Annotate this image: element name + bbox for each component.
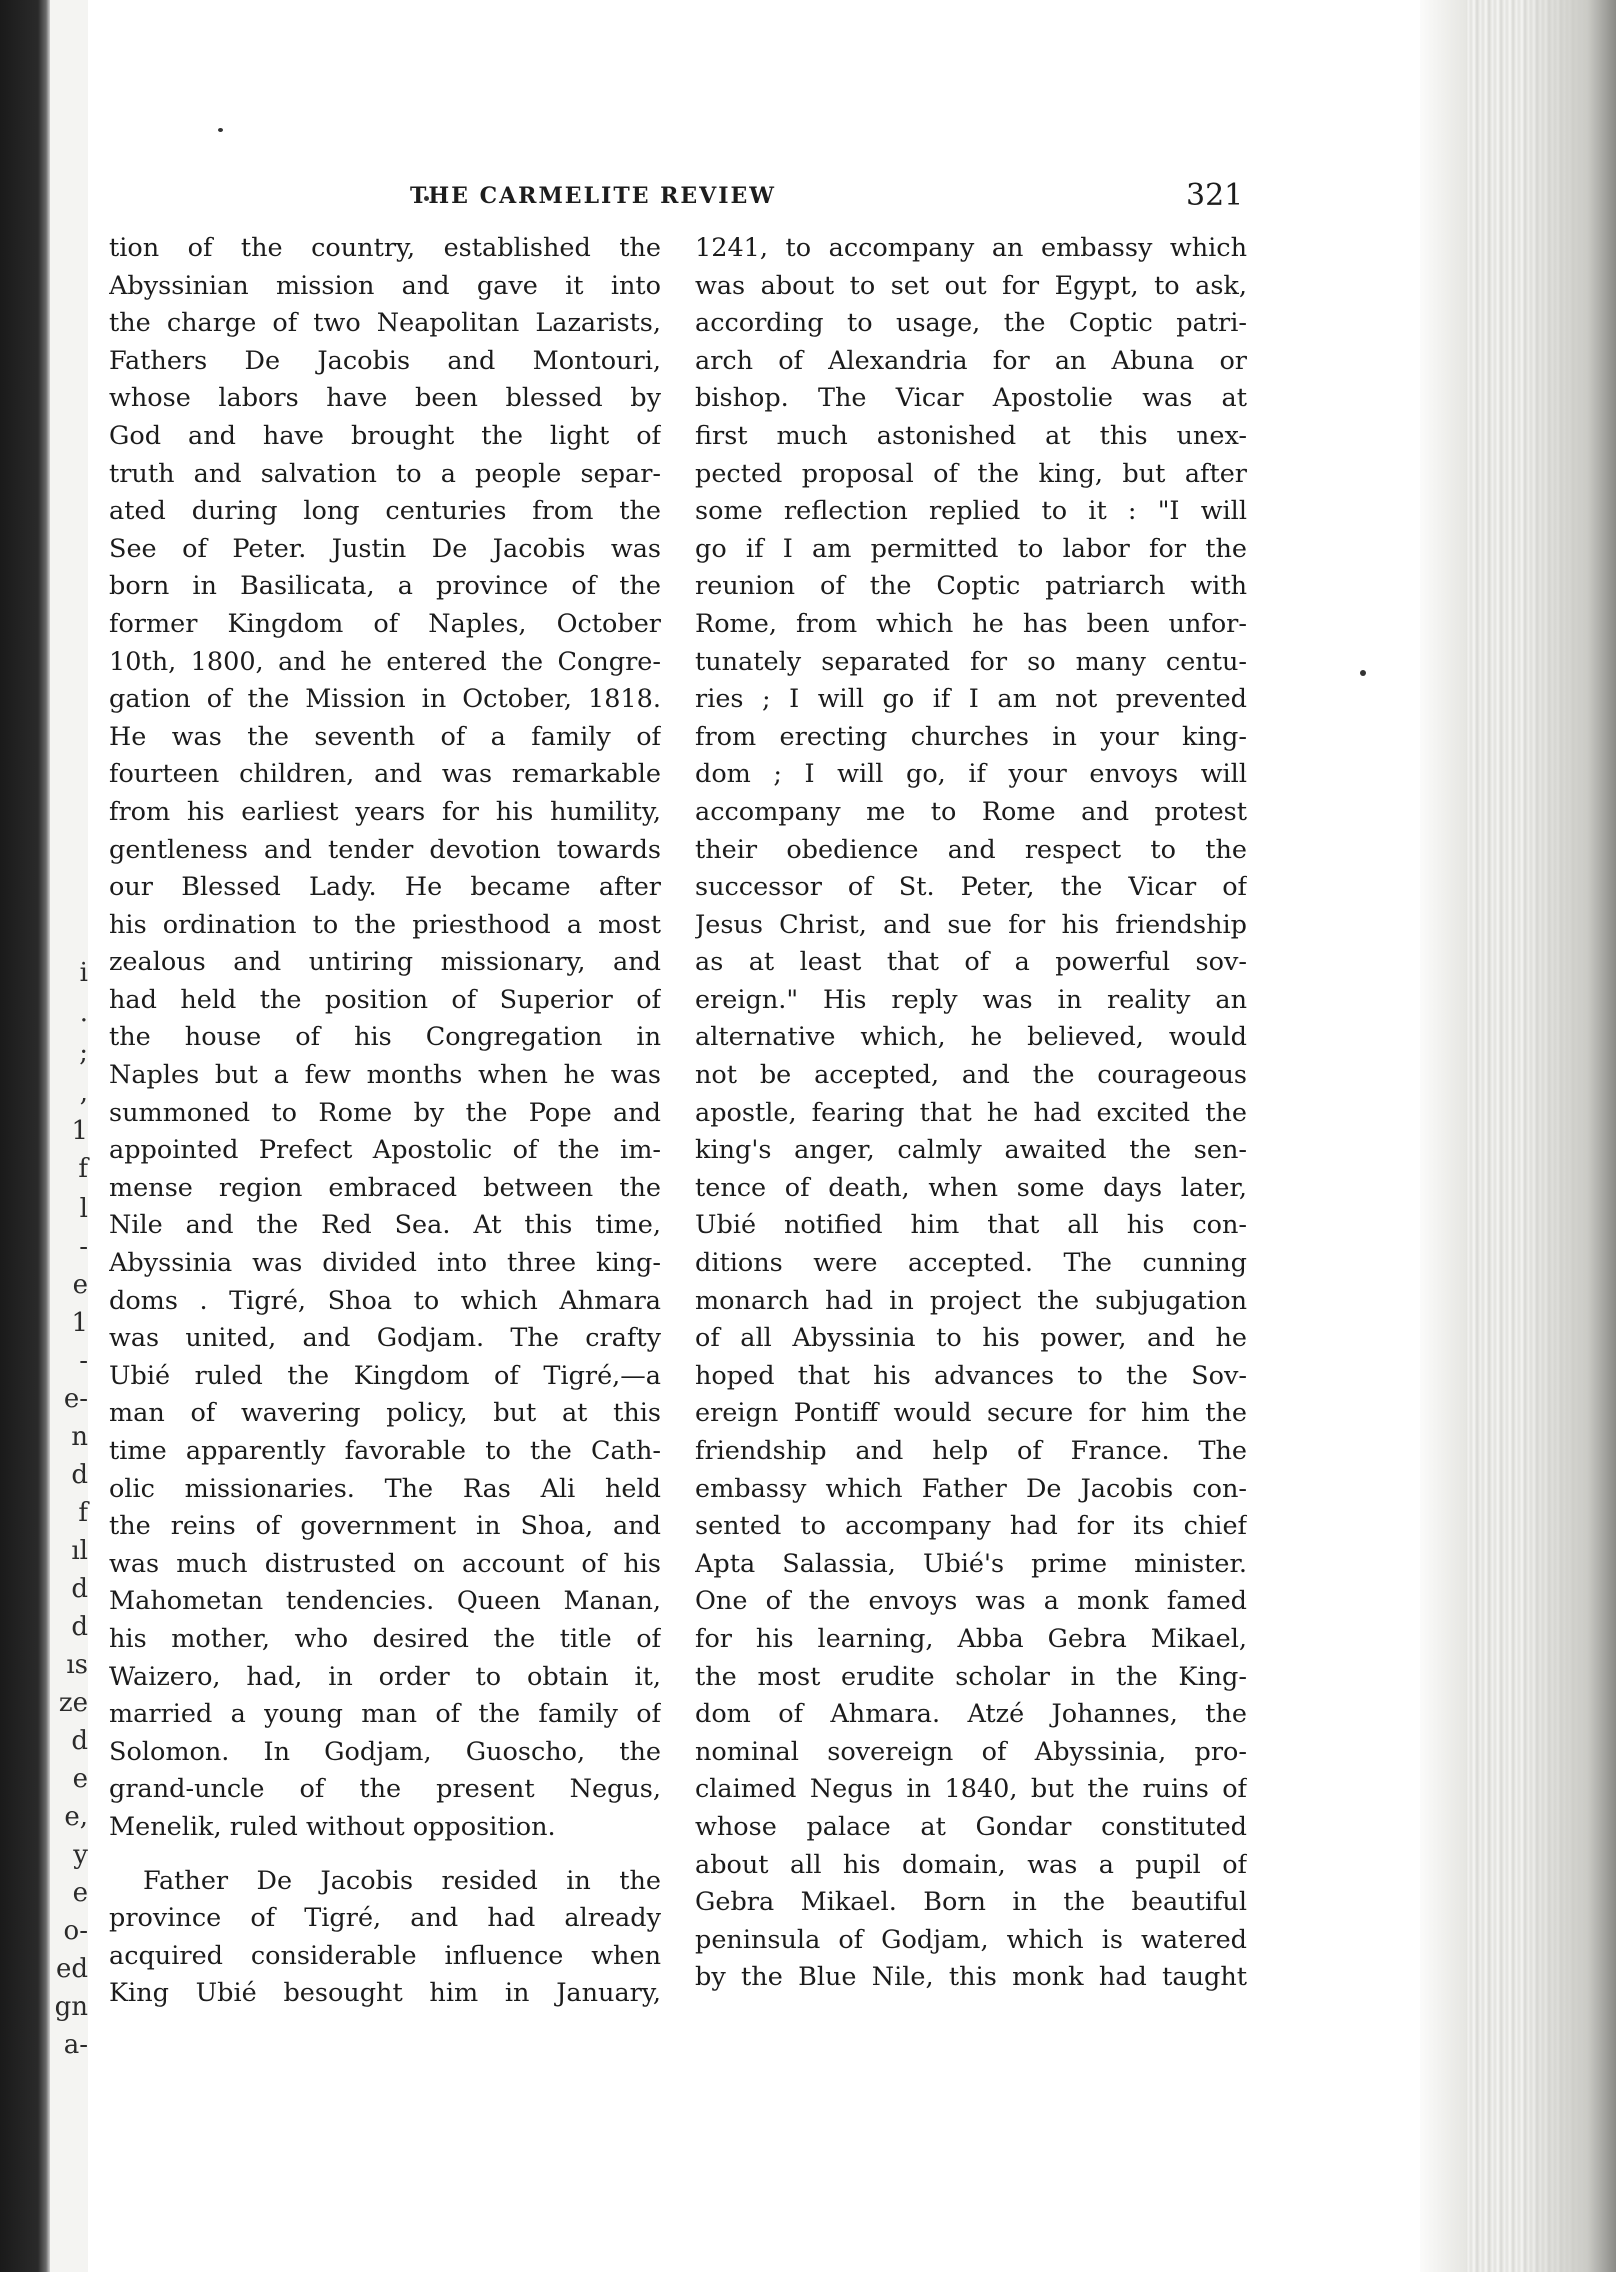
text-line: tion of the country, established the: [109, 233, 661, 263]
page-number: 321: [1186, 178, 1244, 213]
paragraph-gap: [109, 1847, 661, 1863]
text-line: acquired considerable influence when: [109, 1940, 661, 1971]
text-line: Menelik, ruled without opposition.: [109, 1811, 556, 1842]
bleed-char: e: [72, 1764, 88, 1794]
text-line: 10th, 1800, and he entered the Congre-: [109, 646, 661, 677]
right-column: [695, 230, 1247, 1997]
left-column: [109, 230, 661, 2013]
text-line: Fathers De Jacobis and Montouri,: [109, 345, 661, 376]
text-line: time apparently favorable to the Cath-: [109, 1436, 661, 1466]
text-line: king's anger, calmly awaited the sen-: [695, 1135, 1247, 1166]
text-line: apostle, fearing that he had excited the: [695, 1097, 1247, 1128]
text-line: ereign Pontiff would secure for him the: [695, 1398, 1247, 1429]
text-line: had held the position of Superior of: [109, 984, 661, 1015]
text-line: sented to accompany had for its chief: [695, 1511, 1247, 1542]
text-line: summoned to Rome by the Pope and: [109, 1097, 661, 1128]
bleed-char: ,: [79, 1078, 88, 1108]
text-line: ries ; I will go if I am not prevented: [695, 684, 1247, 715]
text-line: about all his domain, was a pupil of: [695, 1849, 1247, 1880]
bleed-char: -: [79, 1346, 88, 1376]
paragraph-1: [109, 230, 661, 1847]
text-line: Father De Jacobis resided in the: [143, 1865, 661, 1896]
text-line: dom of Ahmara. Atzé Johannes, the: [695, 1699, 1247, 1730]
bleed-char: n: [71, 1422, 88, 1452]
text-line: God and have brought the light of: [109, 420, 661, 451]
text-line: Solomon. In Godjam, Guoscho, the: [109, 1736, 661, 1767]
bleed-char: d: [71, 1460, 88, 1490]
text-line: as at least that of a powerful sov-: [695, 947, 1247, 978]
text-line: Rome, from which he has been unfor-: [695, 608, 1247, 639]
bleed-char: d: [71, 1612, 88, 1642]
bleed-char: -: [79, 1232, 88, 1262]
right-edge-shadow: [1520, 0, 1616, 2272]
text-line: peninsula of Godjam, which is watered: [695, 1924, 1247, 1955]
text-line: tunately separated for so many centu-: [695, 646, 1247, 677]
bleed-char: gn: [54, 1992, 88, 2022]
text-line: Abyssinian mission and gave it into: [109, 270, 661, 301]
text-line: our Blessed Lady. He became after: [109, 872, 661, 903]
text-line: Gebra Mikael. Born in the beautiful: [695, 1887, 1247, 1918]
text-line: zealous and untiring missionary, and: [109, 947, 661, 978]
text-line: whose palace at Gondar constituted: [695, 1811, 1247, 1842]
text-line: tence of death, when some days later,: [695, 1172, 1247, 1203]
dust-speck: [218, 128, 223, 132]
bleed-char: e-: [63, 1384, 88, 1414]
text-line: embassy which Father De Jacobis con-: [695, 1473, 1247, 1504]
text-line: bishop. The Vicar Apostolie was at: [695, 383, 1247, 414]
text-line: King Ubié besought him in January,: [109, 1978, 661, 2009]
paragraph-2: [109, 1863, 661, 2013]
text-line: alternative which, he believed, would: [695, 1022, 1247, 1053]
text-line: first much astonished at this unex-: [695, 420, 1247, 451]
text-line: accompany me to Rome and protest: [695, 796, 1247, 827]
text-line: See of Peter. Justin De Jacobis was: [109, 533, 661, 564]
text-line: from erecting churches in your king-: [695, 721, 1247, 752]
text-line: go if I am permitted to labor for the: [695, 533, 1247, 564]
text-line: gentleness and tender devotion towards: [109, 834, 661, 865]
text-line: for his learning, Abba Gebra Mikael,: [695, 1623, 1247, 1654]
text-line: from his earliest years for his humility,: [109, 796, 661, 827]
bleed-char: l: [79, 1194, 88, 1224]
text-line: Ubié notified him that all his con-: [695, 1210, 1247, 1241]
bleed-char: e: [72, 1270, 88, 1300]
page-stack-edge-inner: [1420, 0, 1466, 2272]
bleed-char: ed: [55, 1954, 88, 1984]
text-line: according to usage, the Coptic patri-: [695, 308, 1247, 339]
text-line: mense region embraced between the: [109, 1172, 661, 1203]
text-line: was united, and Godjam. The crafty: [109, 1323, 661, 1354]
text-line: pected proposal of the king, but after: [695, 458, 1247, 489]
bleed-char: ;: [79, 1038, 88, 1068]
text-line: truth and salvation to a people separ-: [109, 458, 661, 489]
text-line: doms . Tigré, Shoa to which Ahmara: [109, 1285, 661, 1316]
text-line: He was the seventh of a family of: [109, 721, 661, 752]
bleed-char: f: [78, 1498, 88, 1528]
text-line: 1241, to accompany an embassy which: [695, 233, 1247, 263]
text-line: former Kingdom of Naples, October: [109, 608, 661, 639]
text-line: gation of the Mission in October, 1818.: [109, 684, 661, 715]
text-line: ereign." His reply was in reality an: [695, 984, 1247, 1015]
text-line: hoped that his advances to the Sov-: [695, 1360, 1247, 1391]
text-line: olic missionaries. The Ras Ali held: [109, 1473, 661, 1504]
text-line: some reflection replied to it : "I will: [695, 496, 1247, 527]
bleed-char: ze: [58, 1688, 88, 1718]
text-line: Jesus Christ, and sue for his friendship: [695, 909, 1247, 940]
bleed-char: o-: [63, 1916, 88, 1946]
bleed-char: ıl: [71, 1536, 88, 1566]
text-line: claimed Negus in 1840, but the ruins of: [695, 1774, 1247, 1805]
bleed-char: 1: [71, 1116, 88, 1146]
text-line: grand-uncle of the present Negus,: [109, 1774, 661, 1805]
text-line: born in Basilicata, a province of the: [109, 571, 661, 602]
text-line: friendship and help of France. The: [695, 1436, 1247, 1466]
bleed-char: e: [72, 1878, 88, 1908]
text-line: was much distrusted on account of his: [109, 1548, 661, 1579]
text-line: ditions were accepted. The cunning: [695, 1248, 1247, 1279]
text-line: the reins of government in Shoa, and: [109, 1511, 661, 1542]
bleed-char: i: [79, 958, 88, 988]
bleed-char: ıs: [66, 1650, 88, 1680]
text-line: of all Abyssinia to his power, and he: [695, 1323, 1247, 1354]
text-line: monarch had in project the subjugation: [695, 1285, 1247, 1316]
bleed-char: a-: [63, 2030, 88, 2060]
text-line: married a young man of the family of: [109, 1699, 661, 1730]
bleed-char: e,: [64, 1802, 88, 1832]
text-line: Nile and the Red Sea. At this time,: [109, 1210, 661, 1241]
text-line: the house of his Congregation in: [109, 1022, 661, 1053]
text-line: dom ; I will go, if your envoys will: [695, 759, 1247, 790]
text-line: appointed Prefect Apostolic of the im-: [109, 1135, 661, 1166]
text-line: fourteen children, and was remarkable: [109, 759, 661, 790]
text-line: his ordination to the priesthood a most: [109, 909, 661, 940]
bleed-char: .: [79, 998, 88, 1028]
text-line: successor of St. Peter, the Vicar of: [695, 872, 1247, 903]
text-line: One of the envoys was a monk famed: [695, 1586, 1247, 1617]
text-line: province of Tigré, and had already: [109, 1903, 661, 1934]
text-line: Ubié ruled the Kingdom of Tigré,—a: [109, 1360, 661, 1391]
bleed-char: d: [71, 1726, 88, 1756]
running-head: THE CARMELITE REVIEW: [410, 183, 777, 209]
text-line: their obedience and respect to the: [695, 834, 1247, 865]
text-line: his mother, who desired the title of: [109, 1623, 661, 1654]
book-binding-shadow: [0, 0, 50, 2272]
bleed-char: y: [73, 1840, 88, 1870]
bleed-char: f: [78, 1154, 88, 1184]
text-line: not be accepted, and the courageous: [695, 1060, 1247, 1091]
text-line: Abyssinia was divided into three king-: [109, 1248, 661, 1279]
text-line: the most erudite scholar in the King-: [695, 1661, 1247, 1692]
text-line: arch of Alexandria for an Abuna or: [695, 345, 1247, 376]
text-line: ated during long centuries from the: [109, 496, 661, 527]
text-line: the charge of two Neapolitan Lazarists,: [109, 308, 661, 339]
text-line: was about to set out for Egypt, to ask,: [695, 270, 1247, 301]
bleed-char: d: [71, 1574, 88, 1604]
text-line: whose labors have been blessed by: [109, 383, 661, 414]
text-line: man of wavering policy, but at this: [109, 1398, 661, 1429]
text-line: nominal sovereign of Abyssinia, pro-: [695, 1736, 1247, 1767]
text-line: Mahometan tendencies. Queen Manan,: [109, 1586, 661, 1617]
dust-speck: [1360, 670, 1366, 676]
text-line: Naples but a few months when he was: [109, 1060, 661, 1091]
text-line: reunion of the Coptic patriarch with: [695, 571, 1247, 602]
text-line: by the Blue Nile, this monk had taught: [695, 1962, 1247, 1993]
bleed-char: 1: [71, 1308, 88, 1338]
text-line: Apta Salassia, Ubié's prime minister.: [695, 1548, 1247, 1579]
text-line: Waizero, had, in order to obtain it,: [109, 1661, 661, 1692]
